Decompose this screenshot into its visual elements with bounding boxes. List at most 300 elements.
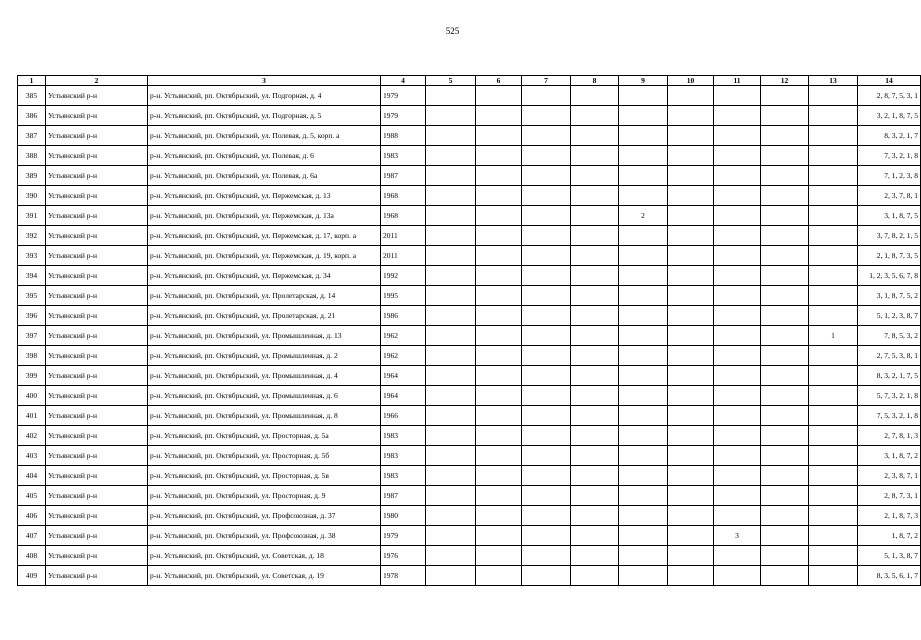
year-cell: 1992 — [381, 266, 426, 286]
row-number: 406 — [18, 506, 46, 526]
cell-col12 — [761, 506, 809, 526]
codes-cell: 2, 8, 7, 3, 1 — [858, 486, 921, 506]
cell-col7 — [522, 266, 571, 286]
codes-cell: 1, 8, 7, 2 — [858, 526, 921, 546]
cell-col12 — [761, 386, 809, 406]
cell-col8 — [571, 166, 619, 186]
year-cell: 1986 — [381, 306, 426, 326]
cell-col10 — [668, 546, 714, 566]
cell-col11 — [714, 126, 761, 146]
column-header: 9 — [619, 76, 668, 86]
cell-col5 — [426, 146, 476, 166]
column-header: 1 — [18, 76, 46, 86]
district-cell: Устьянский р-н — [46, 326, 148, 346]
cell-col5 — [426, 246, 476, 266]
cell-col13 — [809, 446, 858, 466]
cell-col12 — [761, 126, 809, 146]
cell-col11 — [714, 146, 761, 166]
column-header: 14 — [858, 76, 921, 86]
address-cell: р-н. Устьянский, рп. Октябрьский, ул. Промышленная, д. 4 — [148, 366, 381, 386]
header-row — [18, 76, 921, 86]
row-number: 407 — [18, 526, 46, 546]
cell-col6 — [476, 226, 522, 246]
cell-col12 — [761, 446, 809, 466]
codes-cell: 3, 1, 8, 7, 5, 2 — [858, 286, 921, 306]
district-cell: Устьянский р-н — [46, 566, 148, 586]
cell-col5 — [426, 286, 476, 306]
codes-cell: 8, 3, 2, 1, 7, 5 — [858, 366, 921, 386]
year-cell: 1964 — [381, 366, 426, 386]
cell-col13 — [809, 486, 858, 506]
cell-col9 — [619, 86, 668, 106]
cell-col8 — [571, 326, 619, 346]
row-number: 388 — [18, 146, 46, 166]
row-number: 408 — [18, 546, 46, 566]
cell-col7 — [522, 306, 571, 326]
cell-col5 — [426, 266, 476, 286]
cell-col7 — [522, 566, 571, 586]
district-cell: Устьянский р-н — [46, 306, 148, 326]
codes-cell: 2, 3, 8, 7, 1 — [858, 466, 921, 486]
codes-cell: 5, 1, 2, 3, 8, 7 — [858, 306, 921, 326]
cell-col9 — [619, 406, 668, 426]
cell-col8 — [571, 506, 619, 526]
cell-col7 — [522, 186, 571, 206]
codes-cell: 8, 3, 5, 6, 1, 7 — [858, 566, 921, 586]
column-header: 13 — [809, 76, 858, 86]
address-cell: р-н. Устьянский, рп. Октябрьский, ул. Советская, д. 18 — [148, 546, 381, 566]
cell-col13 — [809, 86, 858, 106]
cell-col7 — [522, 526, 571, 546]
cell-col5 — [426, 126, 476, 146]
cell-col9 — [619, 246, 668, 266]
district-cell: Устьянский р-н — [46, 266, 148, 286]
cell-col6 — [476, 286, 522, 306]
address-cell: р-н. Устьянский, рп. Октябрьский, ул. Просторная, д. 5в — [148, 466, 381, 486]
year-cell: 1968 — [381, 186, 426, 206]
cell-col10 — [668, 166, 714, 186]
cell-col6 — [476, 426, 522, 446]
codes-cell: 7, 3, 2, 1, 8 — [858, 146, 921, 166]
cell-col9 — [619, 566, 668, 586]
cell-col12 — [761, 86, 809, 106]
row-number: 405 — [18, 486, 46, 506]
cell-col5 — [426, 466, 476, 486]
cell-col8 — [571, 126, 619, 146]
cell-col10 — [668, 346, 714, 366]
district-cell: Устьянский р-н — [46, 446, 148, 466]
cell-col13 — [809, 386, 858, 406]
cell-col12 — [761, 146, 809, 166]
district-cell: Устьянский р-н — [46, 226, 148, 246]
cell-col8 — [571, 406, 619, 426]
cell-col13 — [809, 246, 858, 266]
row-number: 389 — [18, 166, 46, 186]
table-row — [18, 546, 921, 566]
codes-cell: 7, 5, 3, 2, 1, 8 — [858, 406, 921, 426]
row-number: 409 — [18, 566, 46, 586]
cell-col11 — [714, 466, 761, 486]
cell-col13 — [809, 526, 858, 546]
cell-col12 — [761, 186, 809, 206]
year-cell: 1995 — [381, 286, 426, 306]
column-header: 4 — [381, 76, 426, 86]
cell-col10 — [668, 106, 714, 126]
cell-col8 — [571, 466, 619, 486]
district-cell: Устьянский р-н — [46, 106, 148, 126]
cell-col6 — [476, 546, 522, 566]
cell-col10 — [668, 366, 714, 386]
cell-col5 — [426, 306, 476, 326]
cell-col6 — [476, 366, 522, 386]
cell-col7 — [522, 146, 571, 166]
cell-col13 — [809, 426, 858, 446]
cell-col10 — [668, 566, 714, 586]
codes-cell: 3, 7, 8, 2, 1, 5 — [858, 226, 921, 246]
address-cell: р-н. Устьянский, рп. Октябрьский, ул. Пержемская, д. 13а — [148, 206, 381, 226]
district-cell: Устьянский р-н — [46, 406, 148, 426]
cell-col9 — [619, 326, 668, 346]
cell-col11 — [714, 106, 761, 126]
row-number: 394 — [18, 266, 46, 286]
cell-col11 — [714, 326, 761, 346]
cell-col8 — [571, 346, 619, 366]
cell-col10 — [668, 386, 714, 406]
cell-col7 — [522, 246, 571, 266]
cell-col9 — [619, 466, 668, 486]
address-cell: р-н. Устьянский, рп. Октябрьский, ул. Профсоюзная, д. 37 — [148, 506, 381, 526]
cell-col8 — [571, 526, 619, 546]
cell-col11 — [714, 406, 761, 426]
column-header: 2 — [46, 76, 148, 86]
cell-col13 — [809, 206, 858, 226]
cell-col12 — [761, 486, 809, 506]
row-number: 387 — [18, 126, 46, 146]
cell-col10 — [668, 506, 714, 526]
cell-col5 — [426, 506, 476, 526]
year-cell: 1962 — [381, 326, 426, 346]
address-cell: р-н. Устьянский, рп. Октябрьский, ул. Профсоюзная, д. 38 — [148, 526, 381, 546]
cell-col5 — [426, 406, 476, 426]
cell-col10 — [668, 246, 714, 266]
cell-col13 — [809, 186, 858, 206]
column-header: 7 — [522, 76, 571, 86]
table-body — [18, 86, 921, 586]
cell-col9 — [619, 186, 668, 206]
cell-col11 — [714, 226, 761, 246]
cell-col12 — [761, 466, 809, 486]
column-header: 8 — [571, 76, 619, 86]
cell-col9 — [619, 266, 668, 286]
cell-col11 — [714, 546, 761, 566]
cell-col12 — [761, 326, 809, 346]
cell-col5 — [426, 106, 476, 126]
cell-col8 — [571, 426, 619, 446]
codes-cell: 3, 1, 8, 7, 2 — [858, 446, 921, 466]
cell-col5 — [426, 86, 476, 106]
cell-col9 — [619, 166, 668, 186]
cell-col8 — [571, 86, 619, 106]
cell-col11 — [714, 366, 761, 386]
cell-col13 — [809, 346, 858, 366]
cell-col9 — [619, 226, 668, 246]
row-number: 390 — [18, 186, 46, 206]
cell-col8 — [571, 366, 619, 386]
cell-col7 — [522, 206, 571, 226]
cell-col6 — [476, 446, 522, 466]
cell-col10 — [668, 486, 714, 506]
table-row — [18, 346, 921, 366]
table-row — [18, 566, 921, 586]
codes-cell: 2, 3, 7, 8, 1 — [858, 186, 921, 206]
cell-col11 — [714, 566, 761, 586]
address-cell: р-н. Устьянский, рп. Октябрьский, ул. Промышленная, д. 13 — [148, 326, 381, 346]
cell-col10 — [668, 126, 714, 146]
cell-col11 — [714, 506, 761, 526]
cell-col8 — [571, 186, 619, 206]
row-number: 396 — [18, 306, 46, 326]
address-cell: р-н. Устьянский, рп. Октябрьский, ул. Пролетарская, д. 14 — [148, 286, 381, 306]
cell-col8 — [571, 306, 619, 326]
cell-col11 — [714, 426, 761, 446]
year-cell: 1979 — [381, 106, 426, 126]
year-cell: 2011 — [381, 246, 426, 266]
cell-col5 — [426, 386, 476, 406]
cell-col13 — [809, 146, 858, 166]
cell-col8 — [571, 566, 619, 586]
cell-col6 — [476, 346, 522, 366]
cell-col6 — [476, 566, 522, 586]
district-cell: Устьянский р-н — [46, 286, 148, 306]
cell-col10 — [668, 86, 714, 106]
district-cell: Устьянский р-н — [46, 386, 148, 406]
cell-col7 — [522, 86, 571, 106]
district-cell: Устьянский р-н — [46, 126, 148, 146]
row-number: 399 — [18, 366, 46, 386]
address-cell: р-н. Устьянский, рп. Октябрьский, ул. Промышленная, д. 6 — [148, 386, 381, 406]
address-cell: р-н. Устьянский, рп. Октябрьский, ул. Просторная, д. 5а — [148, 426, 381, 446]
codes-cell: 1, 2, 3, 5, 6, 7, 8 — [858, 266, 921, 286]
cell-col12 — [761, 306, 809, 326]
cell-col6 — [476, 126, 522, 146]
cell-col5 — [426, 206, 476, 226]
cell-col6 — [476, 406, 522, 426]
year-cell: 1962 — [381, 346, 426, 366]
year-cell: 1979 — [381, 86, 426, 106]
cell-col11 — [714, 206, 761, 226]
cell-col11 — [714, 386, 761, 406]
cell-col5 — [426, 166, 476, 186]
cell-col5 — [426, 346, 476, 366]
cell-col7 — [522, 106, 571, 126]
cell-col11 — [714, 166, 761, 186]
year-cell: 1979 — [381, 526, 426, 546]
table-row — [18, 426, 921, 446]
table-row — [18, 386, 921, 406]
cell-col12 — [761, 406, 809, 426]
table-row — [18, 506, 921, 526]
codes-cell: 2, 1, 8, 7, 3 — [858, 506, 921, 526]
cell-col11 — [714, 346, 761, 366]
cell-col9 — [619, 426, 668, 446]
table-row — [18, 306, 921, 326]
codes-cell: 5, 1, 3, 8, 7 — [858, 546, 921, 566]
cell-col11 — [714, 486, 761, 506]
year-cell: 1983 — [381, 146, 426, 166]
table-row — [18, 286, 921, 306]
cell-col9 — [619, 286, 668, 306]
cell-col9 — [619, 106, 668, 126]
codes-cell: 2, 7, 8, 1, 3 — [858, 426, 921, 446]
cell-col7 — [522, 406, 571, 426]
cell-col13 — [809, 166, 858, 186]
cell-col5 — [426, 486, 476, 506]
district-cell: Устьянский р-н — [46, 526, 148, 546]
year-cell: 1976 — [381, 546, 426, 566]
cell-col13 — [809, 366, 858, 386]
page-number: 525 — [445, 26, 460, 36]
year-cell: 1980 — [381, 506, 426, 526]
address-cell: р-н. Устьянский, рп. Октябрьский, ул. Полевая, д. 5, корп. а — [148, 126, 381, 146]
cell-col9 — [619, 526, 668, 546]
cell-col12 — [761, 106, 809, 126]
column-header: 5 — [426, 76, 476, 86]
cell-col5 — [426, 546, 476, 566]
cell-col8 — [571, 246, 619, 266]
cell-col6 — [476, 526, 522, 546]
district-cell: Устьянский р-н — [46, 206, 148, 226]
cell-col12 — [761, 346, 809, 366]
cell-col13 — [809, 106, 858, 126]
year-cell: 1988 — [381, 126, 426, 146]
cell-col11 — [714, 286, 761, 306]
cell-col6 — [476, 246, 522, 266]
cell-col12 — [761, 166, 809, 186]
cell-col6 — [476, 326, 522, 346]
cell-col8 — [571, 386, 619, 406]
cell-col9 — [619, 546, 668, 566]
table-row — [18, 246, 921, 266]
cell-col7 — [522, 466, 571, 486]
year-cell: 1978 — [381, 566, 426, 586]
cell-col10 — [668, 286, 714, 306]
table-row — [18, 486, 921, 506]
year-cell: 1968 — [381, 206, 426, 226]
row-number: 385 — [18, 86, 46, 106]
cell-col5 — [426, 366, 476, 386]
cell-col9 — [619, 486, 668, 506]
cell-col12 — [761, 426, 809, 446]
cell-col8 — [571, 266, 619, 286]
cell-col9 — [619, 446, 668, 466]
cell-col6 — [476, 466, 522, 486]
row-number: 401 — [18, 406, 46, 426]
cell-col13 — [809, 406, 858, 426]
table-row — [18, 106, 921, 126]
cell-col5 — [426, 326, 476, 346]
cell-col8 — [571, 146, 619, 166]
cell-col11 — [714, 266, 761, 286]
cell-col10 — [668, 146, 714, 166]
codes-cell: 7, 8, 5, 3, 2 — [858, 326, 921, 346]
district-cell: Устьянский р-н — [46, 346, 148, 366]
cell-col7 — [522, 226, 571, 246]
year-cell: 1983 — [381, 466, 426, 486]
cell-col12 — [761, 226, 809, 246]
cell-col10 — [668, 306, 714, 326]
codes-cell: 5, 7, 3, 2, 1, 8 — [858, 386, 921, 406]
cell-col9: 2 — [619, 206, 668, 226]
cell-col12 — [761, 526, 809, 546]
cell-col8 — [571, 106, 619, 126]
district-cell: Устьянский р-н — [46, 166, 148, 186]
table-row — [18, 406, 921, 426]
year-cell: 1987 — [381, 166, 426, 186]
table-row — [18, 186, 921, 206]
address-cell: р-н. Устьянский, рп. Октябрьский, ул. Просторная, д. 5б — [148, 446, 381, 466]
cell-col8 — [571, 486, 619, 506]
district-cell: Устьянский р-н — [46, 366, 148, 386]
cell-col9 — [619, 146, 668, 166]
table-row — [18, 526, 921, 546]
table-row — [18, 366, 921, 386]
cell-col11 — [714, 186, 761, 206]
column-header: 10 — [668, 76, 714, 86]
cell-col10 — [668, 446, 714, 466]
cell-col13 — [809, 466, 858, 486]
cell-col6 — [476, 506, 522, 526]
cell-col12 — [761, 286, 809, 306]
codes-cell: 3, 1, 8, 7, 5 — [858, 206, 921, 226]
cell-col8 — [571, 206, 619, 226]
cell-col9 — [619, 346, 668, 366]
cell-col13 — [809, 306, 858, 326]
codes-cell: 7, 1, 2, 3, 8 — [858, 166, 921, 186]
cell-col7 — [522, 486, 571, 506]
cell-col13 — [809, 286, 858, 306]
cell-col11: 3 — [714, 526, 761, 546]
cell-col5 — [426, 446, 476, 466]
district-cell: Устьянский р-н — [46, 86, 148, 106]
table-row — [18, 166, 921, 186]
column-header: 3 — [148, 76, 381, 86]
address-cell: р-н. Устьянский, рп. Октябрьский, ул. Полевая, д. 6 — [148, 146, 381, 166]
cell-col13 — [809, 266, 858, 286]
row-number: 392 — [18, 226, 46, 246]
row-number: 404 — [18, 466, 46, 486]
table-row — [18, 226, 921, 246]
table-row — [18, 146, 921, 166]
district-cell: Устьянский р-н — [46, 486, 148, 506]
column-header: 6 — [476, 76, 522, 86]
cell-col13 — [809, 566, 858, 586]
cell-col10 — [668, 426, 714, 446]
table-row — [18, 86, 921, 106]
address-cell: р-н. Устьянский, рп. Октябрьский, ул. Пержемская, д. 19, корп. а — [148, 246, 381, 266]
year-cell: 1966 — [381, 406, 426, 426]
table-row — [18, 266, 921, 286]
cell-col7 — [522, 326, 571, 346]
cell-col7 — [522, 346, 571, 366]
cell-col5 — [426, 426, 476, 446]
cell-col7 — [522, 126, 571, 146]
cell-col7 — [522, 426, 571, 446]
district-cell: Устьянский р-н — [46, 466, 148, 486]
cell-col12 — [761, 246, 809, 266]
cell-col5 — [426, 226, 476, 246]
column-header: 12 — [761, 76, 809, 86]
data-table — [17, 75, 921, 586]
